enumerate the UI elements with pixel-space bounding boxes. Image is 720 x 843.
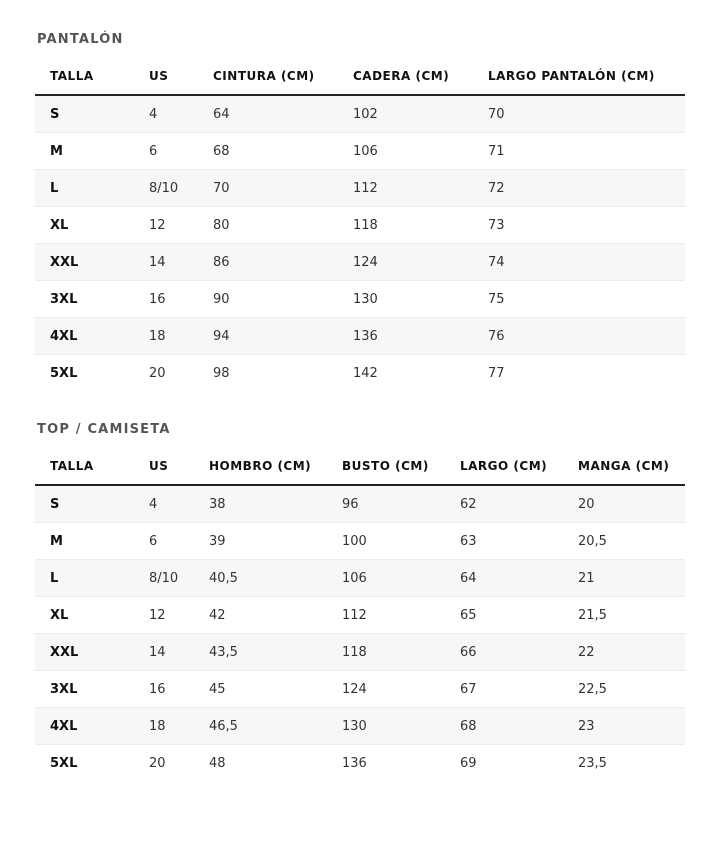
measurement-cell: 62: [445, 485, 563, 523]
measurement-cell: 45: [194, 671, 327, 708]
measurement-cell: 102: [338, 95, 473, 133]
measurement-cell: 20: [149, 755, 166, 771]
measurement-cell: 16: [134, 281, 198, 318]
measurement-cell: 20,5: [563, 523, 685, 560]
size-cell: M: [35, 133, 134, 170]
table-row: [35, 485, 685, 523]
measurement-cell: 80: [198, 207, 338, 244]
size-cell: S: [35, 485, 134, 523]
table-row: [35, 597, 685, 634]
size-cell: XL: [35, 207, 134, 244]
column-header: TALLA: [35, 57, 134, 95]
measurement-cell: 4: [134, 485, 194, 523]
measurement-cell: 40,5: [194, 560, 327, 597]
size-cell: XXL: [35, 634, 134, 671]
table-row: [35, 95, 685, 133]
measurement-cell: 48: [209, 755, 226, 771]
table-row: [35, 560, 685, 597]
size-cell: 4XL: [35, 708, 134, 745]
table-row: [35, 634, 685, 671]
table-row: [35, 133, 685, 170]
measurement-cell: 124: [327, 671, 445, 708]
measurement-cell: 124: [338, 244, 473, 281]
size-cell: 5XL: [50, 755, 78, 771]
measurement-cell: 42: [194, 597, 327, 634]
column-header: MANGA (CM): [563, 447, 685, 485]
measurement-cell: 130: [338, 281, 473, 318]
measurement-cell: 20: [563, 485, 685, 523]
table-header-row: [35, 57, 685, 95]
size-cell: S: [35, 95, 134, 133]
measurement-cell: 16: [134, 671, 194, 708]
table-header-row: [35, 447, 685, 485]
measurement-cell: 106: [327, 560, 445, 597]
measurement-cell: 68: [198, 133, 338, 170]
size-cell: 3XL: [35, 281, 134, 318]
measurement-cell: 106: [338, 133, 473, 170]
measurement-cell: 43,5: [194, 634, 327, 671]
measurement-cell: 18: [134, 318, 198, 355]
table-row: [35, 523, 685, 560]
measurement-cell: 20: [149, 365, 166, 381]
size-cell: XL: [35, 597, 134, 634]
measurement-cell: 96: [327, 485, 445, 523]
measurement-cell: 86: [198, 244, 338, 281]
measurement-cell: 8/10: [134, 560, 194, 597]
column-header: LARGO PANTALÓN (CM): [473, 57, 685, 95]
measurement-cell: 77: [488, 365, 505, 381]
measurement-cell: 18: [134, 708, 194, 745]
table-row: [35, 170, 685, 207]
top-section-title: TOP / CAMISETA: [37, 422, 171, 437]
measurement-cell: 6: [134, 523, 194, 560]
column-header: BUSTO (CM): [327, 447, 445, 485]
measurement-cell: 142: [353, 365, 378, 381]
measurement-cell: 39: [194, 523, 327, 560]
measurement-cell: 70: [198, 170, 338, 207]
table-row: [35, 281, 685, 318]
measurement-cell: 46,5: [194, 708, 327, 745]
measurement-cell: 63: [445, 523, 563, 560]
measurement-cell: 74: [473, 244, 685, 281]
measurement-cell: 12: [134, 597, 194, 634]
measurement-cell: 112: [338, 170, 473, 207]
size-cell: XXL: [35, 244, 134, 281]
column-header: TALLA: [35, 447, 134, 485]
column-header: CADERA (CM): [338, 57, 473, 95]
table-row: [35, 244, 685, 281]
measurement-cell: 136: [342, 755, 367, 771]
measurement-cell: 14: [134, 244, 198, 281]
measurement-cell: 4: [134, 95, 198, 133]
measurement-cell: 100: [327, 523, 445, 560]
size-cell: M: [35, 523, 134, 560]
table-row: [35, 671, 685, 708]
measurement-cell: 23: [563, 708, 685, 745]
column-header: US: [134, 447, 194, 485]
measurement-cell: 65: [445, 597, 563, 634]
top-size-table: [35, 447, 685, 781]
table-row: [35, 318, 685, 355]
table-row: [35, 708, 685, 745]
size-cell: L: [35, 170, 134, 207]
measurement-cell: 118: [338, 207, 473, 244]
measurement-cell: 38: [194, 485, 327, 523]
table-row: [35, 355, 685, 392]
measurement-cell: 73: [473, 207, 685, 244]
measurement-cell: 67: [445, 671, 563, 708]
measurement-cell: 64: [445, 560, 563, 597]
measurement-cell: 64: [198, 95, 338, 133]
measurement-cell: 6: [134, 133, 198, 170]
column-header: LARGO (CM): [445, 447, 563, 485]
size-cell: 3XL: [35, 671, 134, 708]
size-cell: L: [35, 560, 134, 597]
size-cell: 5XL: [50, 365, 78, 381]
measurement-cell: 21: [563, 560, 685, 597]
column-header: HOMBRO (CM): [194, 447, 327, 485]
size-cell: 4XL: [35, 318, 134, 355]
measurement-cell: 76: [473, 318, 685, 355]
measurement-cell: 130: [327, 708, 445, 745]
measurement-cell: 14: [134, 634, 194, 671]
column-header: US: [134, 57, 198, 95]
measurement-cell: 69: [460, 755, 477, 771]
pants-size-table: [35, 57, 685, 391]
measurement-cell: 22: [563, 634, 685, 671]
column-header: CINTURA (CM): [198, 57, 338, 95]
pants-section-title: PANTALÓN: [37, 32, 124, 47]
measurement-cell: 90: [198, 281, 338, 318]
measurement-cell: 23,5: [578, 755, 607, 771]
measurement-cell: 75: [473, 281, 685, 318]
measurement-cell: 66: [445, 634, 563, 671]
measurement-cell: 118: [327, 634, 445, 671]
measurement-cell: 70: [473, 95, 685, 133]
measurement-cell: 112: [327, 597, 445, 634]
measurement-cell: 8/10: [134, 170, 198, 207]
table-row: [35, 207, 685, 244]
measurement-cell: 68: [445, 708, 563, 745]
measurement-cell: 12: [134, 207, 198, 244]
table-row: [35, 745, 685, 782]
measurement-cell: 72: [473, 170, 685, 207]
measurement-cell: 21,5: [563, 597, 685, 634]
measurement-cell: 94: [198, 318, 338, 355]
measurement-cell: 71: [473, 133, 685, 170]
measurement-cell: 22,5: [563, 671, 685, 708]
measurement-cell: 136: [338, 318, 473, 355]
measurement-cell: 98: [213, 365, 230, 381]
